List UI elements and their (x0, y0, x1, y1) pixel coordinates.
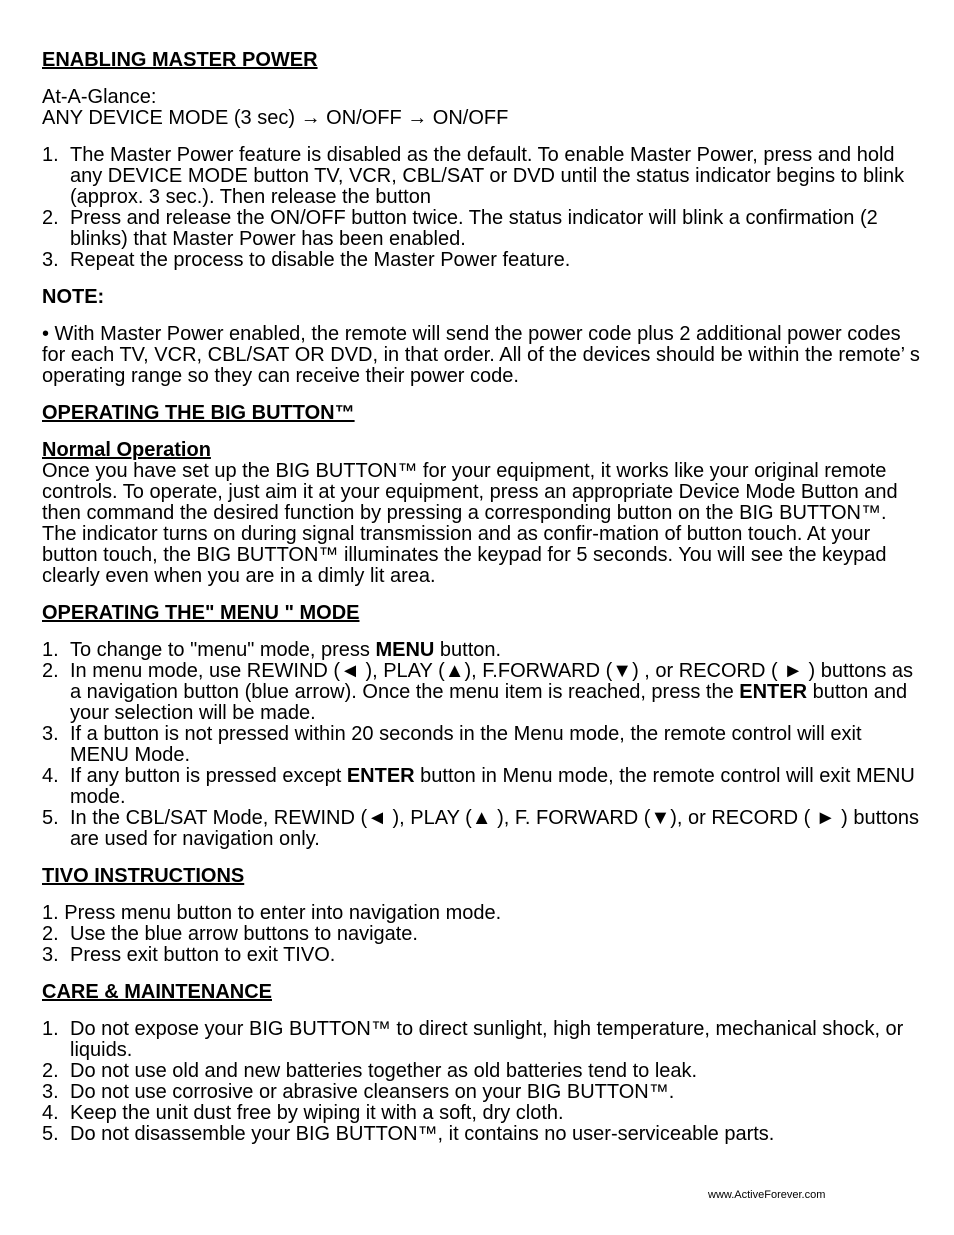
care-steps (42, 1019, 922, 1145)
manual-page (42, 50, 922, 1145)
list-item: 3. Repeat the process to disable the Master Power feature. (42, 249, 571, 271)
list-item: 2. Use the blue arrow buttons to navigate. (42, 923, 418, 945)
list-item: 3. If a button is not pressed within 20 seconds in the Menu mode, the remote control will exit MENU Mode. (42, 723, 862, 766)
list-item: 5. In the CBL/SAT Mode, REWIND (◄ ), PLAY (▲ ), F. FORWARD (▼), or RECORD ( ► ) buttons are used for navigation only. (42, 807, 919, 850)
list-item: 1. To change to "menu" mode, press MENU button. (42, 639, 502, 661)
big-button-heading: OPERATING THE BIG BUTTON™ (42, 402, 355, 424)
list-item: 4. Keep the unit dust free by wiping it with a soft, dry cloth. (42, 1102, 564, 1124)
normal-operation-subheading: Normal Operation (42, 439, 211, 461)
list-item: 2. Press and release the ON/OFF button twice. The status indicator will blink a confirmation (2 blinks) that Master Power has been enabled. (42, 207, 878, 250)
list-item: 3. Do not use corrosive or abrasive cleansers on your BIG BUTTON™. (42, 1081, 675, 1103)
note-text: • With Master Power enabled, the remote will send the power code plus 2 additional power codes for each TV, VCR, CBL/SAT OR DVD, in that order. All of the devices should be within the remote’ s operating range so they can receive their power code. (42, 323, 920, 387)
master-power-heading: ENABLING MASTER POWER (42, 49, 318, 71)
at-a-glance-sequence: ANY DEVICE MODE (3 sec) → ON/OFF → ON/OFF (42, 107, 509, 129)
at-a-glance-label: At-A-Glance: (42, 86, 157, 108)
list-item: 4. If any button is pressed except ENTER button in Menu mode, the remote control will exit MENU mode. (42, 765, 915, 808)
normal-operation-text: Once you have set up the BIG BUTTON™ for your equipment, it works like your original remote controls. To operate, just aim it at your equipment, press an appropriate Device Mode Button and then command the desired function by pressing a corresponding button on the BIG BUTTON™. The indicator turns on during signal transmission and as confir-mation of button touch. At your button touch, the BIG BUTTON™ illuminates the keypad for 5 seconds. You will see the keypad clearly even when you are in a dimly lit area. (42, 460, 898, 587)
list-item: 3. Press exit button to exit TIVO. (42, 944, 336, 966)
tivo-heading: TIVO INSTRUCTIONS (42, 865, 245, 887)
note-label: NOTE: (42, 286, 105, 308)
care-heading: CARE & MAINTENANCE (42, 981, 272, 1003)
list-item: 2. Do not use old and new batteries together as old batteries tend to leak. (42, 1060, 698, 1082)
menu-mode-heading: OPERATING THE" MENU " MODE (42, 602, 360, 624)
master-power-steps (42, 145, 922, 271)
footer-url: www.ActiveForever.com (708, 1189, 826, 1201)
list-item: 1. The Master Power feature is disabled as the default. To enable Master Power, press and hold any DEVICE MODE button TV, VCR, CBL/SAT or DVD until the status indicator begins to blink (approx. 3 sec.). Then release the button (42, 144, 905, 208)
tivo-steps (42, 924, 922, 966)
menu-mode-steps (42, 640, 922, 850)
tivo-step-1: 1. Press menu button to enter into navigation mode. (42, 902, 502, 924)
list-item: 5. Do not disassemble your BIG BUTTON™, it contains no user-serviceable parts. (42, 1123, 775, 1145)
list-item: 1. Do not expose your BIG BUTTON™ to direct sunlight, high temperature, mechanical shock, or liquids. (42, 1018, 904, 1061)
list-item: 2. In menu mode, use REWIND (◄ ), PLAY (▲), F.FORWARD (▼) , or RECORD ( ► ) buttons as a navigation button (blue arrow). Once the menu item is reached, press the ENTER button and your selection will be made. (42, 660, 914, 724)
